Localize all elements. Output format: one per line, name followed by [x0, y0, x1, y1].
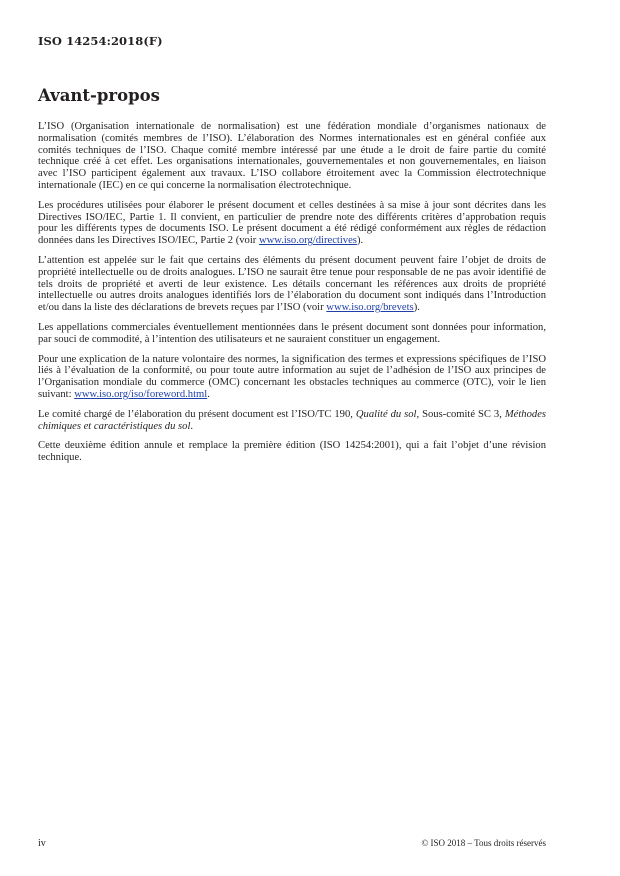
paragraph-6-part-b: , Sous-comité SC 3, — [416, 408, 505, 420]
paragraph-2 — [38, 200, 546, 247]
paragraph-6-part-a: Le comité chargé de l’élaboration du présent document est l’ISO/TC 190, — [38, 408, 356, 420]
paragraph-3-end: ). — [413, 302, 420, 314]
paragraph-4: Les appellations commerciales éventuellement mentionnées dans le présent document sont données pour information, par souci de commodité, à l’intention des utilisateurs et ne sauraient constituer un engagement. — [38, 321, 546, 345]
paragraph-5-text: Pour une explication de la nature volontaire des normes, la signification des termes et expressions spécifiques de l’ISO liés à l’évaluation de la conformité, ou pour toute autre information au sujet de l’adhésion de l’ISO aux principes de l’Organisation mondiale du commerce (OMC) concernant les obstacles techniques au commerce (OTC), voir le lien suivant: — [38, 353, 546, 400]
foreword-body — [38, 121, 546, 472]
committee-title: Qualité du sol — [355, 408, 417, 420]
directives-link[interactable]: www.iso.org/directives — [258, 235, 357, 247]
document-id: ISO 14254:2018(F) — [38, 34, 163, 48]
paragraph-1: L’ISO (Organisation internationale de normalisation) est une fédération mondiale d’organismes nationaux de normalisation (comités membres de l’ISO). L’élaboration des Normes internationales est en général confiée aux comités techniques de l’ISO. Chaque comité membre intéressé par une étude a le droit de faire partie du comité technique créé à cet effet. Les organisations internationales, gouvernementales et non gouvernementales, en liaison avec l’ISO participent également aux travaux. L’ISO collabore étroitement avec la Commission électrotechnique internationale (IEC) en ce qui concerne la normalisation électrotechnique. — [38, 121, 546, 191]
foreword-link[interactable]: www.iso.org/iso/foreword.html — [74, 388, 208, 400]
subcommittee-title: Méthodes chimiques et caractéristiques du sol — [38, 408, 547, 432]
paragraph-2-end: ). — [356, 235, 364, 247]
page-number: iv — [38, 838, 46, 849]
paragraph-7: Cette deuxième édition annule et remplace la première édition (ISO 14254:2001), qui a fait l’objet d’une révision technique. — [38, 440, 546, 464]
paragraph-3-text: L’attention est appelée sur le fait que certains des éléments du présent document peuvent faire l’objet de droits de propriété intellectuelle ou de droits analogues. L’ISO ne saurait être tenue pour responsable de ne pas avoir identifié de tels droits de propriété et averti de leur existence. Les détails concernant les références aux droits de propriété intellectuelle ou autres droits analogues identifiés lors de l’élaboration du document sont indiqués dans l’Introduction et/ou dans la liste des déclarations de brevets reçues par l’ISO (voir — [38, 254, 546, 314]
paragraph-3 — [38, 255, 546, 314]
copyright-notice: © ISO 2018 – Tous droits réservés — [421, 838, 546, 848]
paragraph-5-end: . — [207, 388, 210, 400]
page-title: Avant-propos — [38, 86, 160, 105]
paragraph-2-text: Les procédures utilisées pour élaborer le présent document et celles destinées à sa mise à jour sont décrites dans les Directives ISO/IEC, Partie 1. Il convient, en particulier de prendre note des différents critères d’approbation requis pour les différents types de documents ISO. Le présent document a été rédigé conformément aux règles de rédaction données dans les Directives ISO/IEC, Partie 2 (voir — [38, 199, 546, 247]
patents-link[interactable]: www.iso.org/brevets — [326, 302, 414, 314]
paragraph-5 — [38, 354, 546, 401]
paragraph-6 — [38, 409, 546, 433]
paragraph-6-end: . — [190, 420, 194, 432]
